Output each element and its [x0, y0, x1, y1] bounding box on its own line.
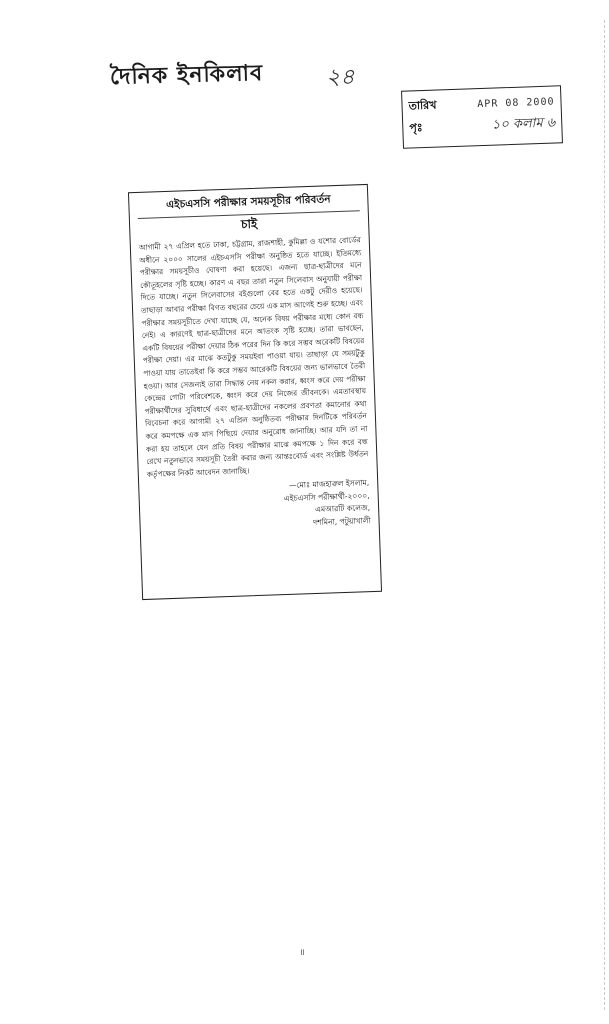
signature-line: —মোঃ মাজহারুল ইসলাম, [288, 478, 370, 491]
date-stamp [401, 85, 563, 149]
stamp-page-label: পৃঃ [409, 120, 423, 135]
page-edge [602, 20, 605, 1010]
newspaper-clipping [128, 184, 382, 600]
clipping-subhead: চাই [240, 216, 258, 232]
clipping-body: আগামী ২৭ এপ্রিল হতে ঢাকা, চট্টগ্রাম, রাজশাহী, কুমিল্লা ও যশোর বোর্ডের অধীনে ২০০০ সালের এইচএসসি পরীক্ষা অনুষ্ঠিত হতে যাচ্ছে। ইতিমধ্যে পরীক্ষার সময়সূচীও ঘোষণা করা হয়েছে। এজন্য ছাত্র-ছাত্রীদের মনে কৌতূহলের সৃষ্টি হচ্ছে। কারণ এ বছর তারা নতুন সিলেবাস অনুযায়ী পরীক্ষা দিতে যাচ্ছে। নতুন সিলেবাসের বইগুলো বের হতে একটু দেরীও হয়েছে। তাছাড়া আবার পরীক্ষা বিগত বছরের চেয়ে এক মাস আগেই শুরু হচ্ছে। এবং পরীক্ষার সময়সূচীতে দেখা যাচ্ছে যে, অনেক বিষয় পরীক্ষার মধ্যে কোন বন্ধ নেই। এ কারণেই ছাত্র-ছাত্রীদের মনে আতংক সৃষ্টি হচ্ছে। তারা ভাবছেন, একটি বিষয়ের পরীক্ষা দেয়ার ঠিক পরের দিন কি করে সম্ভব অরেকটি বিষয়ের পরীক্ষা দেয়া। এর মাঝে কতটুকু সময়ইবা পাওয়া যায়। তাছাড়া যে সময়টুকু পাওয়া যায় তাতেইবা কি করে সম্ভব আরেকটি বিষয়ের জন্য ভালভাবে তৈরী হওয়া। আর সেজন্যই তারা সিদ্ধান্ত নেয় নকল করার, ধ্বংস করে দেয় পরীক্ষা কেন্দ্রের গোটা পরিবেশকে, ধ্বংস করে দেয় নিজের জীবনকে। এমতাবস্থায় পরীক্ষার্থীদের সুবিধার্থে এবং ছাত্র-ছাত্রীদের নকলের প্রবণতা কমানোর কথা বিবেচনা করে আগামী ২৭ এপ্রিল অনুষ্ঠিতব্য পরীক্ষার দিনটিকে পরিবর্তন করে কমপক্ষে এক মাস পিছিয়ে দেয়ার অনুরোধ জানাচ্ছি। আর যদি তা না করা হয় তাহলে যেন প্রতি বিষয় পরীক্ষার মাঝে কমপক্ষে ১ দিন করে বন্ধ রেখে নতুনভাবে সময়সূচী তৈরী করার জন্য আন্তঃবোর্ড এবং সংশ্লিষ্ট উর্ধতন কর্তৃপক্ষের নিকট আবেদন জানাচ্ছি। [138, 235, 369, 479]
signature-line: এমআরটি কলেজ, [315, 503, 371, 515]
clipping-signature [147, 477, 371, 535]
stamp-page-row [409, 112, 556, 139]
stamp-date-label: তারিখ [408, 98, 437, 113]
signature-line: এইচএসসি পরীক্ষার্থী-২০০০, [283, 490, 370, 503]
newspaper-name: দৈনিক ইনকিলাব [109, 59, 264, 91]
page-number: ২৪ [326, 65, 355, 90]
stamp-page-value: ১০ কলাম ৬ [491, 114, 556, 133]
footer-mark: ॥ [299, 948, 305, 958]
clipping-headline: এইচএসসি পরীক্ষার সময়সূচীর পরিবর্তন [137, 191, 360, 219]
signature-line: দশমিনা, পটুয়াখালী [313, 515, 371, 527]
stamp-date-value: APR 08 2000 [477, 95, 555, 110]
